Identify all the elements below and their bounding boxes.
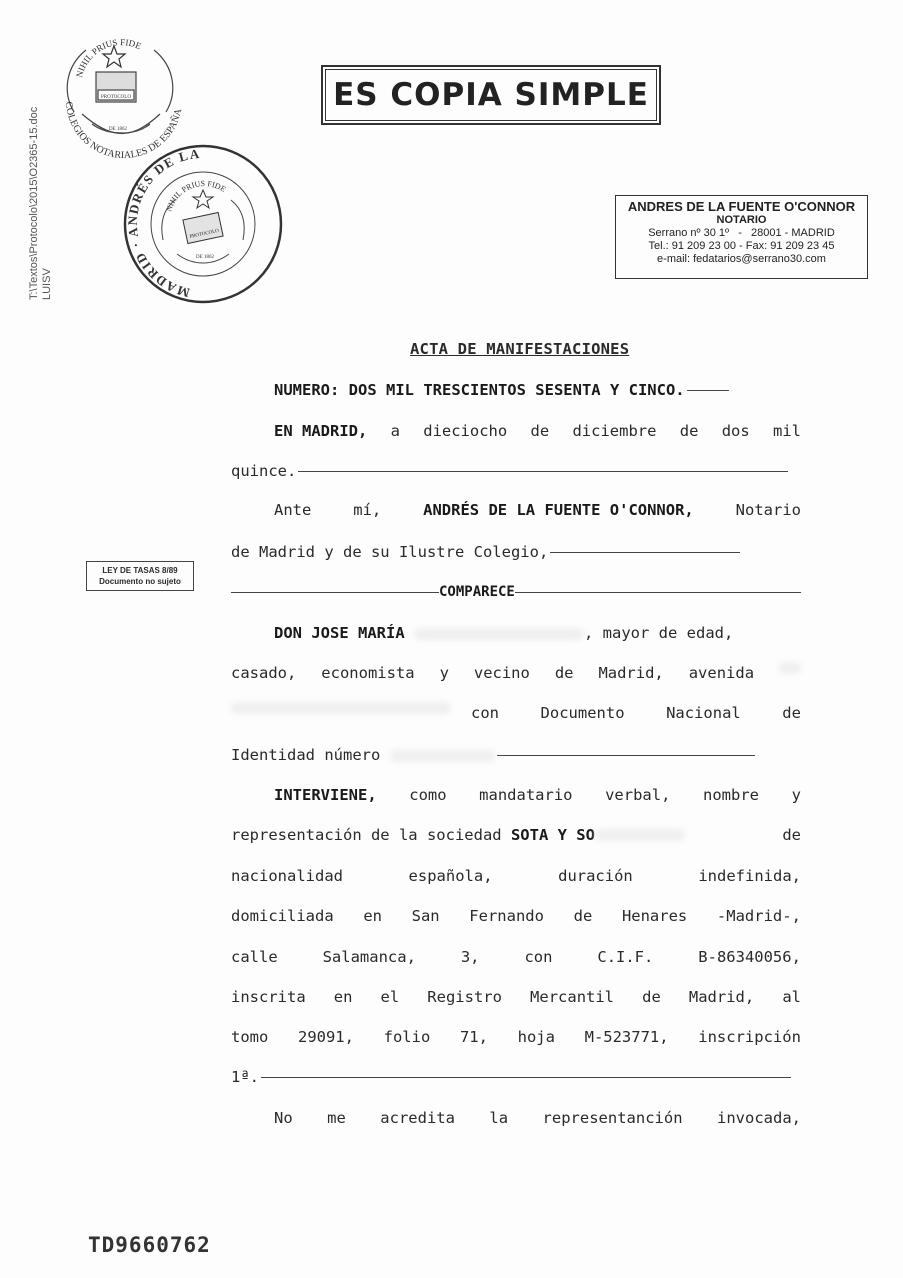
seal-bottom-book: PROTOCOLO xyxy=(189,228,220,240)
numero-label: NUMERO: xyxy=(274,381,340,399)
interv-w-word: como xyxy=(409,786,447,804)
line-primera xyxy=(231,1066,801,1088)
redacted-company xyxy=(595,829,685,841)
comparece-heading: COMPARECE xyxy=(439,584,515,600)
file-path-vertical xyxy=(28,107,54,300)
l-dom-word: Fernando xyxy=(469,907,544,925)
line-calle xyxy=(231,946,801,968)
interviene-label: INTERVIENE, xyxy=(274,786,377,804)
l-casado-word: vecino xyxy=(473,664,530,682)
l-con-word: de xyxy=(782,704,801,722)
notary-info-box xyxy=(615,195,868,279)
line-don xyxy=(231,622,801,644)
l-inscr-word: Madrid, xyxy=(688,988,755,1006)
l-casado-word: Madrid, xyxy=(598,664,664,682)
l-dom-word: de xyxy=(573,907,593,925)
l-inscr-word: el xyxy=(380,988,400,1006)
line-colegio xyxy=(231,541,801,563)
l-inscr-word: de xyxy=(642,988,661,1006)
l-no-word: No xyxy=(274,1109,293,1127)
line-con-dni xyxy=(231,702,801,724)
copia-simple-stamp: ES COPIA SIMPLE xyxy=(321,65,661,125)
seal-bottom-ring: MADRID · ANDRÉS DE LA xyxy=(124,145,201,301)
madrid-w-word: diciembre xyxy=(572,422,657,440)
line-madrid xyxy=(231,420,801,442)
l-tomo-word: inscripción xyxy=(698,1028,801,1046)
notary-round-seal xyxy=(123,144,283,304)
repr-de: de xyxy=(782,826,801,844)
redacted-street xyxy=(779,662,801,674)
line-domicilio xyxy=(231,905,801,927)
l-calle-word: calle xyxy=(231,948,278,966)
document-serial: TD9660762 xyxy=(88,1233,211,1257)
interv-w-word: nombre xyxy=(703,786,760,804)
l-tomo-word: 71, xyxy=(459,1028,488,1046)
ley-tasas-box xyxy=(86,561,194,591)
notary-name-text: ANDRÉS DE LA FUENTE O'CONNOR, xyxy=(423,501,694,519)
l-dom-word: Henares xyxy=(621,907,688,925)
line-nacionalidad xyxy=(231,865,801,887)
madrid-w-word: de xyxy=(679,422,699,440)
l-inscr-word: al xyxy=(782,988,801,1006)
l-tomo-word: folio xyxy=(383,1028,431,1046)
l-inscr-word: inscrita xyxy=(231,988,306,1006)
l-con-word: Documento xyxy=(540,704,625,722)
madrid-w-word: dieciocho xyxy=(423,422,508,440)
line-tomo xyxy=(231,1026,801,1048)
interv-w-word: verbal, xyxy=(605,786,671,804)
primera-text: 1ª. xyxy=(231,1068,259,1086)
line-comparece xyxy=(231,581,801,603)
l-nac-word: española, xyxy=(408,867,493,885)
interv-w-word: y xyxy=(791,786,801,804)
file-path-text: T:\Textos\Protocolo\2015\O2365-15.doc LUISV xyxy=(28,106,53,300)
line-identidad xyxy=(231,744,801,766)
seal-top-ring: COLEGIOS NOTARIALES DE ESPAÑA xyxy=(62,101,185,158)
don-name: DON JOSE MARÍA xyxy=(274,624,405,642)
l-nac-word: nacionalidad xyxy=(231,867,343,885)
line-inscrita xyxy=(231,986,801,1008)
notary-name: ANDRES DE LA FUENTE O'CONNOR xyxy=(627,199,856,214)
madrid-w-word: de xyxy=(530,422,550,440)
l-casado-word: casado, xyxy=(231,664,297,682)
l-no-word: me xyxy=(327,1109,346,1127)
company-name: SOTA Y SO xyxy=(510,826,595,844)
madrid-label: EN MADRID, xyxy=(274,422,368,440)
notary-phone: Tel.: 91 209 23 00 - Fax: 91 209 23 45 xyxy=(648,240,835,252)
l-nac-word: indefinida, xyxy=(698,867,801,885)
line-quince xyxy=(231,460,801,482)
l-calle-word: B-86340056, xyxy=(698,948,801,966)
notary-role: NOTARIO xyxy=(716,214,767,226)
l-no-word: la xyxy=(489,1109,509,1127)
quince-text: quince. xyxy=(231,462,297,480)
l-casado-word: avenida xyxy=(688,664,755,682)
colegio-text: de Madrid y de su Ilustre Colegio, xyxy=(231,543,549,561)
madrid-w-word: mil xyxy=(772,422,801,440)
l-casado-word: economista xyxy=(321,664,415,682)
line-no-acredita xyxy=(231,1107,801,1129)
line-casado xyxy=(231,662,801,684)
l-con-word: Nacional xyxy=(666,704,741,722)
l-nac-word: duración xyxy=(558,867,633,885)
ante-word: Ante xyxy=(274,501,312,519)
madrid-w-word: dos xyxy=(721,422,750,440)
redacted-address xyxy=(231,702,451,714)
notary-email: e-mail: fedatarios@serrano30.com xyxy=(657,253,826,265)
l-inscr-word: en xyxy=(333,988,353,1006)
l-no-word: acredita xyxy=(380,1109,455,1127)
l-tomo-word: tomo xyxy=(231,1028,269,1046)
document-title: ACTA DE MANIFESTACIONES xyxy=(410,340,630,358)
ante-mi: mí, xyxy=(353,501,382,519)
l-tomo-word: M-523771, xyxy=(584,1028,669,1046)
seal-top-motto: NIHIL PRIUS FIDE xyxy=(74,37,143,79)
l-tomo-word: 29091, xyxy=(297,1028,354,1046)
l-casado-word: y xyxy=(439,664,449,682)
line-representacion xyxy=(231,824,801,846)
l-dom-word: San xyxy=(411,907,440,925)
identidad-text: Identidad número xyxy=(231,746,381,764)
redacted-dni xyxy=(390,750,495,762)
ley-tasas-line2: Documento no sujeto xyxy=(99,577,181,586)
line-ante xyxy=(231,499,801,521)
numero-text: DOS MIL TRESCIENTOS SESENTA Y CINCO. xyxy=(348,381,685,399)
l-dom-word: en xyxy=(363,907,382,925)
l-tomo-word: hoja xyxy=(517,1028,555,1046)
ante-notario: Notario xyxy=(735,501,801,519)
l-inscr-word: Mercantil xyxy=(530,988,615,1006)
seal-bottom-motto: NIHIL PRIUS FIDE xyxy=(164,178,228,213)
l-inscr-word: Registro xyxy=(427,988,502,1006)
l-calle-word: Salamanca, xyxy=(322,948,416,966)
seal-bottom-year: DE 1862 xyxy=(196,255,214,260)
repr-text: representación de la sociedad xyxy=(231,826,502,844)
l-calle-word: con xyxy=(524,948,553,966)
l-con-word: con xyxy=(471,704,499,722)
redacted-surname xyxy=(414,628,584,640)
seal-top-book: PROTOCOLO xyxy=(101,95,131,100)
colegios-notariales-seal xyxy=(52,32,188,158)
svg-text:NIHIL PRIUS FIDE xyxy=(164,179,227,213)
line-numero xyxy=(231,379,801,401)
l-dom-word: -Madrid-, xyxy=(716,907,801,925)
l-casado-word: de xyxy=(554,664,574,682)
l-dom-word: domiciliada xyxy=(231,907,334,925)
l-calle-word: 3, xyxy=(460,948,480,966)
ley-tasas-line1: LEY DE TASAS 8/89 xyxy=(102,566,178,575)
line-interviene xyxy=(231,784,801,806)
l-calle-word: C.I.F. xyxy=(597,948,654,966)
l-no-word: representanción xyxy=(542,1109,683,1127)
l-no-word: invocada, xyxy=(717,1109,801,1127)
interv-w-word: mandatario xyxy=(479,786,573,804)
notary-address: Serrano nº 30 1º - 28001 - MADRID xyxy=(648,227,835,239)
seal-top-year: DE 1862 xyxy=(109,127,127,132)
don-rest: , mayor de edad, xyxy=(584,624,734,642)
madrid-w-word: a xyxy=(390,422,400,440)
